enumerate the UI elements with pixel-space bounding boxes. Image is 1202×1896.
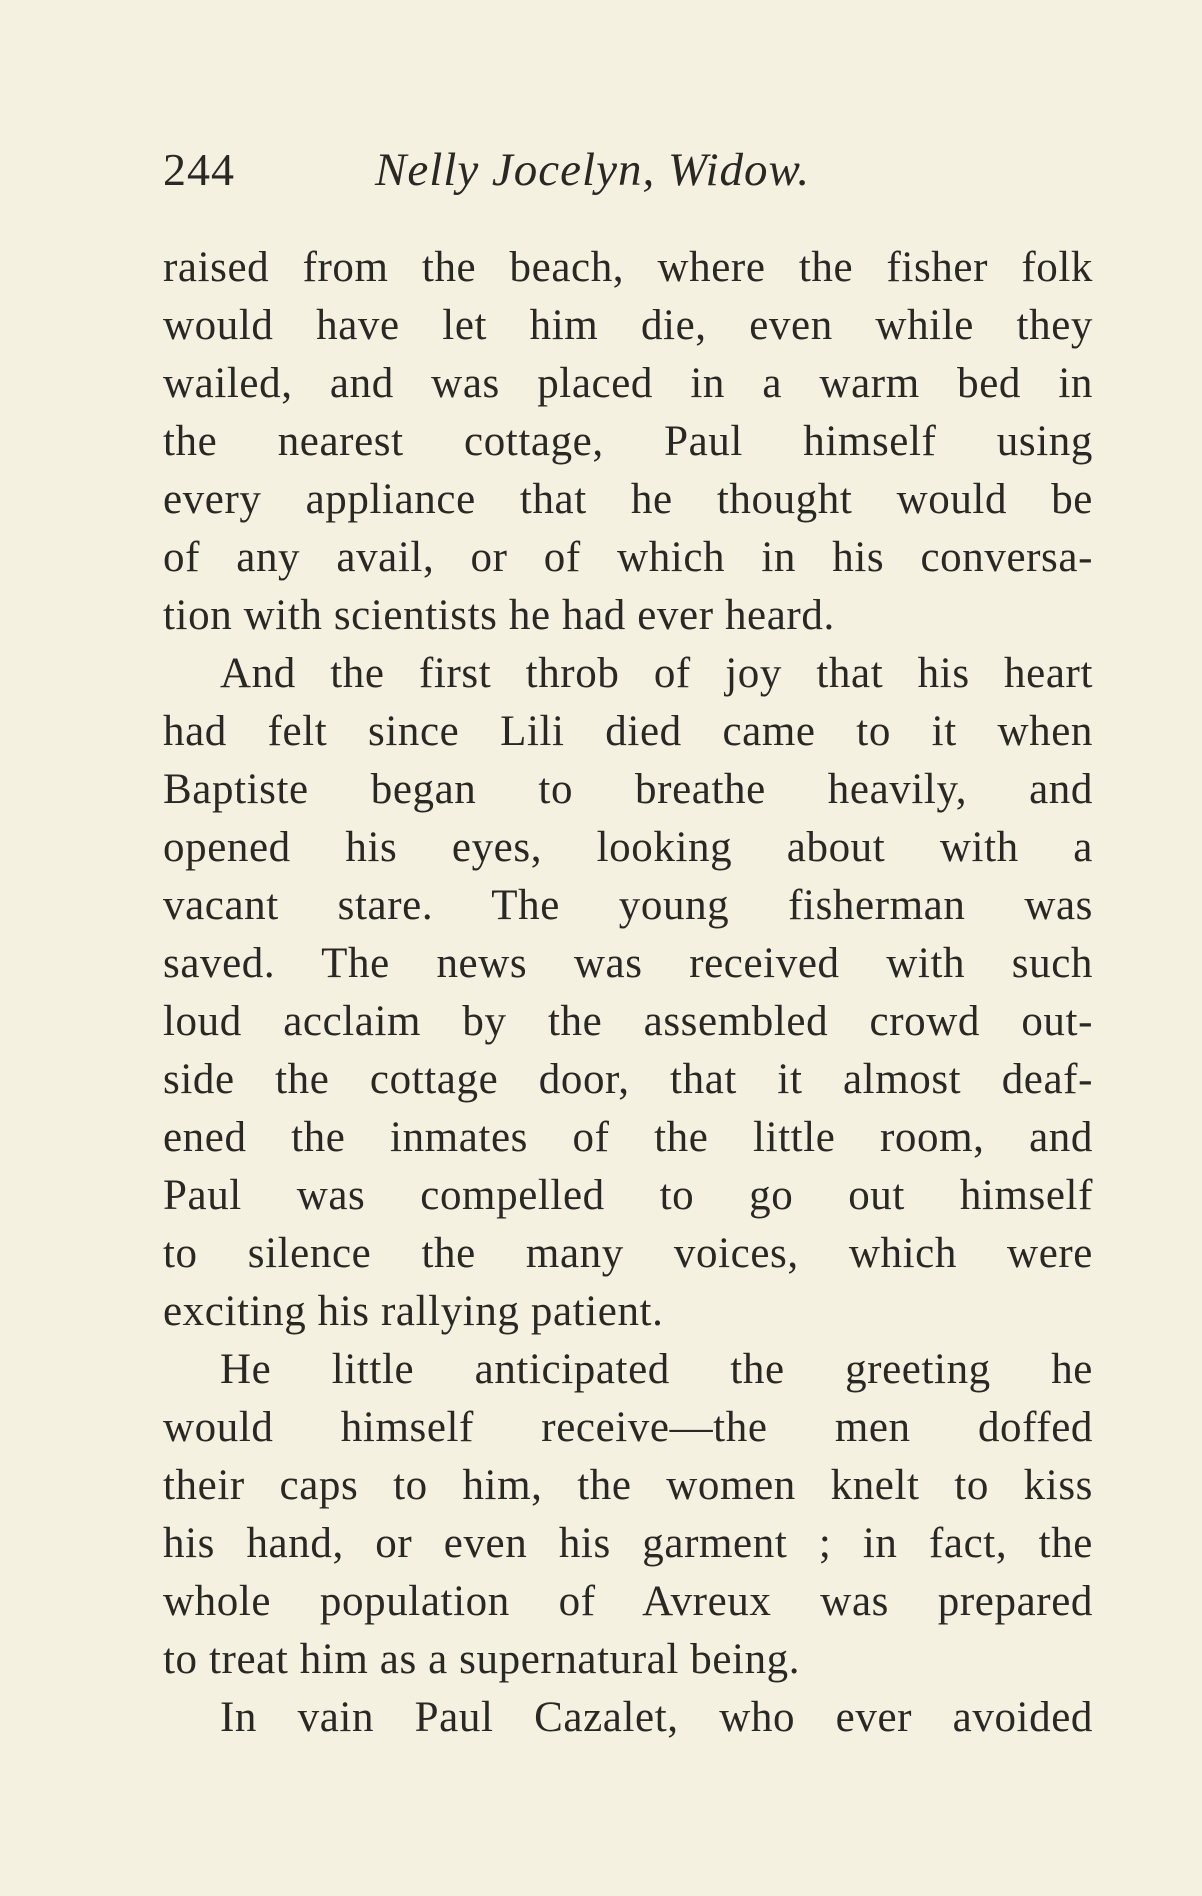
text-line: the nearest cottage, Paul himself using [163, 418, 1093, 465]
text-line: vacant stare. The young fisherman was [163, 882, 1093, 929]
text-line: would have let him die, even while they [163, 302, 1093, 349]
text-line: loud acclaim by the assembled crowd out- [163, 998, 1093, 1045]
running-head [163, 140, 1043, 200]
text-line: their caps to him, the women knelt to kiss [163, 1462, 1093, 1509]
text-line: saved. The news was received with such [163, 940, 1093, 987]
text-line: Baptiste began to breathe heavily, and [163, 766, 1093, 813]
text-line: opened his eyes, looking about with a [163, 824, 1093, 871]
text-line: ened the inmates of the little room, and [163, 1114, 1093, 1161]
body-text [163, 239, 1093, 1747]
page-number: 244 [163, 144, 235, 195]
text-line: of any avail, or of which in his conversa- [163, 534, 1093, 581]
text-line: whole population of Avreux was prepared [163, 1578, 1093, 1625]
paragraph-start-line: And the first throb of joy that his heart [220, 650, 1093, 697]
text-line: exciting his rallying patient. [163, 1288, 664, 1335]
text-line: Paul was compelled to go out himself [163, 1172, 1093, 1219]
text-line: side the cottage door, that it almost deaf- [163, 1056, 1093, 1103]
paragraph-start-line: He little anticipated the greeting he [220, 1346, 1093, 1393]
text-line: wailed, and was placed in a warm bed in [163, 360, 1093, 407]
text-line: would himself receive—the men doffed [163, 1404, 1093, 1451]
text-line: had felt since Lili died came to it when [163, 708, 1093, 755]
text-line: to silence the many voices, which were [163, 1230, 1093, 1277]
running-title: Nelly Jocelyn, Widow. [375, 144, 811, 196]
text-line: his hand, or even his garment ; in fact, the [163, 1520, 1093, 1567]
text-line: raised from the beach, where the fisher folk [163, 244, 1093, 291]
text-line: to treat him as a supernatural being. [163, 1636, 801, 1683]
text-line: tion with scientists he had ever heard. [163, 592, 835, 639]
text-line: every appliance that he thought would be [163, 476, 1093, 523]
paragraph-start-line: In vain Paul Cazalet, who ever avoided [220, 1694, 1093, 1741]
